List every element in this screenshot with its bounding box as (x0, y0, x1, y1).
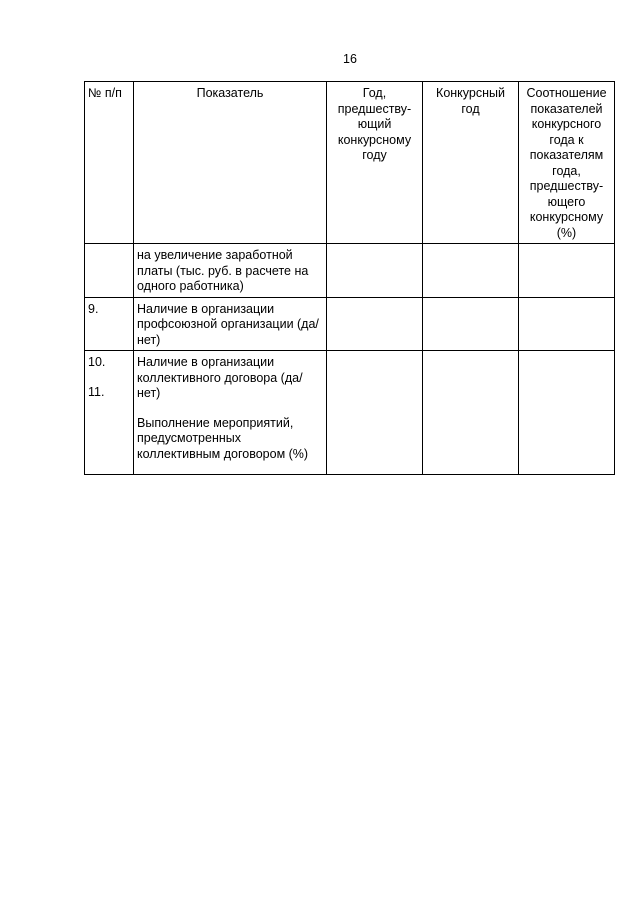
row-competition-year (423, 244, 519, 298)
row-num: 9. (85, 297, 134, 351)
table-row (85, 297, 615, 351)
row-indicator: на увеличение заработной платы (тыс. руб. в расчете на одного работника) (134, 244, 327, 298)
row-ratio (519, 244, 615, 298)
table-row (85, 244, 615, 298)
row-indicator-merged (134, 351, 327, 475)
row-indicator: Выполнение мероприятий, предусмотренных коллективным договором (%) (137, 415, 309, 461)
row-indicator: Наличие в организации коллективного договора (да/нет) (137, 355, 303, 400)
row-previous-year (327, 351, 423, 475)
header-ratio: Соотношение показателей конкурсного года к показателям года, предшеству-ющего конкурсному (%) (519, 82, 615, 244)
indicators-table (84, 81, 615, 475)
header-num: № п/п (85, 82, 134, 244)
row-previous-year (327, 297, 423, 351)
page-number: 16 (343, 52, 357, 66)
table-header-row (85, 82, 615, 244)
row-competition-year (423, 351, 519, 475)
row-ratio (519, 351, 615, 475)
header-competition-year: Конкурсный год (423, 82, 519, 244)
row-ratio (519, 297, 615, 351)
row-num: 11. (88, 384, 105, 399)
header-indicator: Показатель (134, 82, 327, 244)
header-previous-year: Год, предшеству-ющий конкурсному году (327, 82, 423, 244)
row-indicator: Наличие в организации профсоюзной организации (да/нет) (134, 297, 327, 351)
table-row-merged (85, 351, 615, 475)
row-competition-year (423, 297, 519, 351)
row-num-merged (85, 351, 134, 475)
row-num: 10. (88, 355, 106, 369)
row-previous-year (327, 244, 423, 298)
row-num (85, 244, 134, 298)
